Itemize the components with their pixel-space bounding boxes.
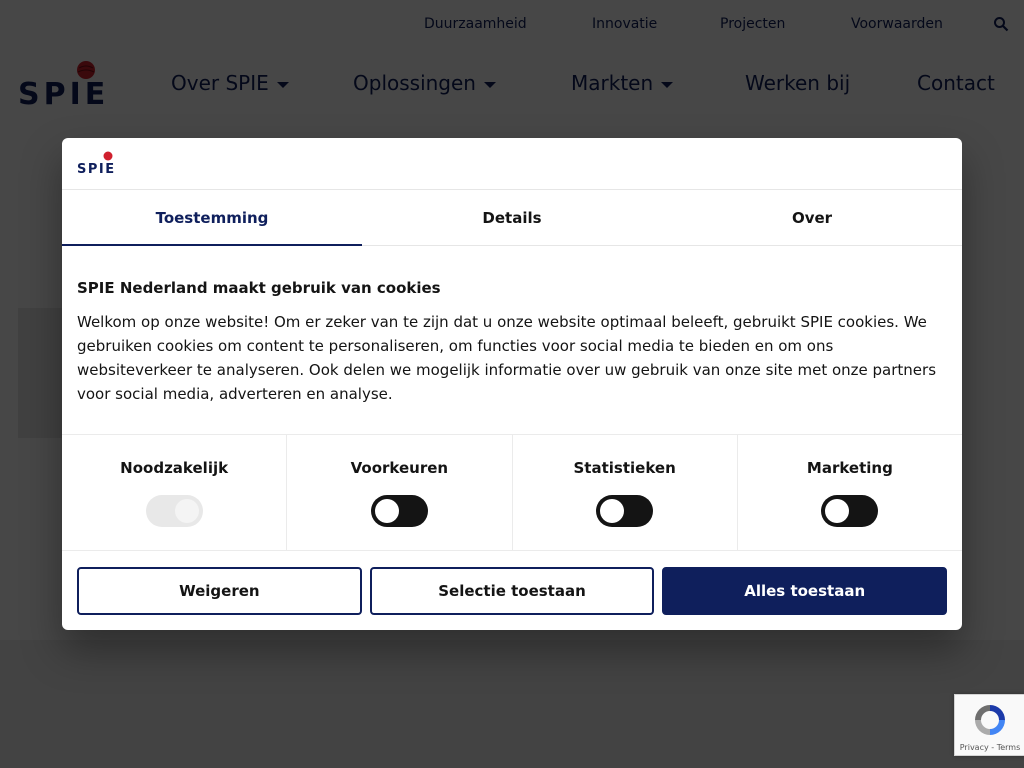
recaptcha-icon bbox=[971, 701, 1009, 739]
reject-button[interactable]: Weigeren bbox=[77, 567, 362, 615]
tab-over[interactable]: Over bbox=[791, 208, 833, 227]
toggle-marketing[interactable] bbox=[821, 495, 878, 527]
recaptcha-legal-text[interactable]: Privacy - Terms bbox=[959, 743, 1021, 752]
tab-details[interactable]: Details bbox=[482, 208, 542, 227]
dialog-tabs bbox=[62, 190, 962, 246]
spie-logo-text: SPIE bbox=[77, 162, 116, 175]
toggle-voorkeuren[interactable] bbox=[371, 495, 428, 527]
category-label: Voorkeuren bbox=[350, 459, 449, 477]
category-noodzakelijk bbox=[62, 435, 287, 550]
dialog-header bbox=[62, 138, 962, 190]
toggle-statistieken[interactable] bbox=[596, 495, 653, 527]
category-statistieken bbox=[513, 435, 738, 550]
cookie-consent-dialog bbox=[62, 138, 962, 630]
allow-all-button[interactable]: Alles toestaan bbox=[662, 567, 947, 615]
category-marketing bbox=[738, 435, 962, 550]
dialog-actions bbox=[62, 551, 962, 630]
category-label: Marketing bbox=[806, 459, 893, 477]
allow-selection-button[interactable]: Selectie toestaan bbox=[370, 567, 655, 615]
category-label: Statistieken bbox=[573, 459, 676, 477]
spie-logo bbox=[77, 151, 123, 175]
dialog-description: Welkom op onze website! Om er zeker van te zijn dat u onze website optimaal beleeft, gebruikt SPIE cookies. We gebruiken cookies om content te personaliseren, om functies voor social media te bieden en om ons websiteverkeer te analyseren. Ook delen we mogelijk informatie over uw gebruik van onze site met onze partners voor social media, adverteren en analyse. bbox=[77, 313, 937, 403]
dialog-title: SPIE Nederland maakt gebruik van cookies bbox=[77, 279, 441, 297]
toggle-noodzakelijk bbox=[146, 495, 203, 527]
active-tab-indicator bbox=[62, 244, 362, 246]
tab-toestemming[interactable]: Toestemming bbox=[155, 208, 269, 227]
consent-categories bbox=[62, 434, 962, 551]
category-voorkeuren bbox=[287, 435, 512, 550]
category-label: Noodzakelijk bbox=[120, 459, 229, 477]
dialog-body bbox=[62, 246, 962, 434]
recaptcha-badge[interactable] bbox=[954, 694, 1024, 756]
